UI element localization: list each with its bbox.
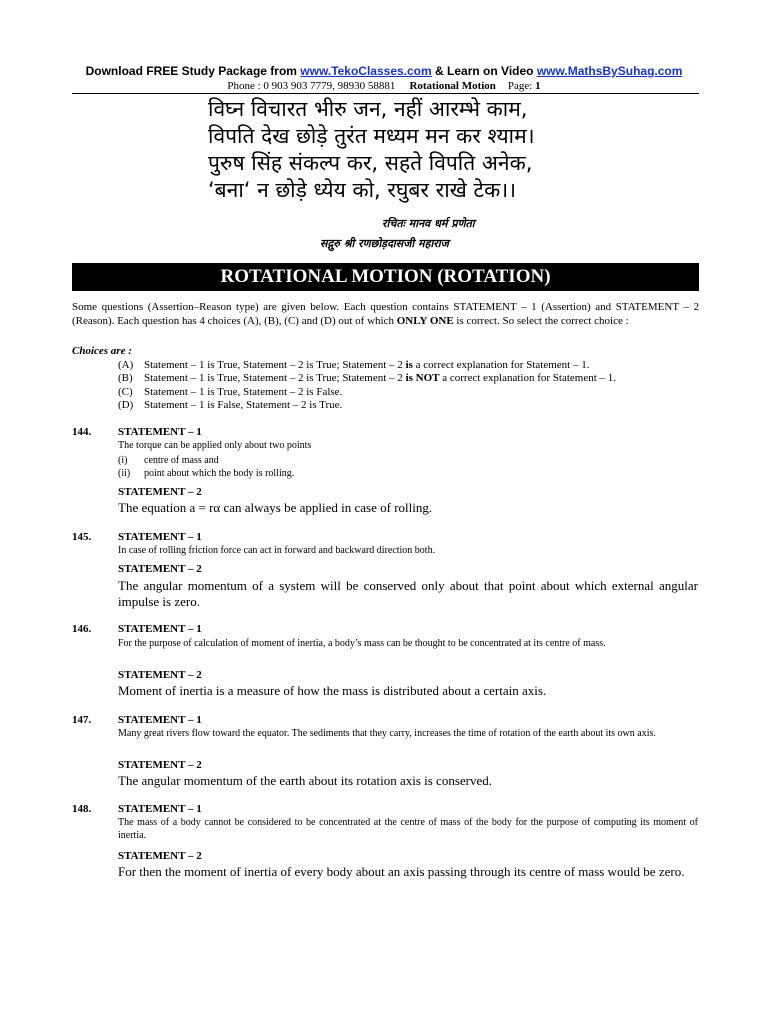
verse-author: रचितः मानव धर्म प्रणेता: [382, 217, 475, 230]
choice-text: Statement – 1 is True, Statement – 2 is True; Statement – 2: [144, 359, 406, 371]
choice-d: [118, 399, 342, 411]
question-number: 146.: [72, 623, 92, 635]
choice-label: (B): [118, 372, 133, 384]
download-prefix: Download FREE Study Package from: [85, 64, 301, 78]
statement-1-label: STATEMENT – 1: [118, 623, 202, 635]
choice-text: Statement – 1 is False, Statement – 2 is True.: [144, 399, 343, 411]
choice-c: [118, 386, 342, 398]
instructions-emphasis: ONLY ONE: [396, 314, 454, 327]
statement-2-label: STATEMENT – 2: [118, 759, 202, 771]
statement-2-text: For then the moment of inertia of every body about an axis passing through its centre of mass would be zero.: [118, 864, 685, 879]
statement-2-label: STATEMENT – 2: [118, 669, 202, 681]
choice-bold: is: [405, 359, 413, 371]
item-text: point about which the body is rolling.: [144, 468, 295, 479]
statement-1-text: The mass of a body cannot be considered to be concentrated at the centre of mass of the body for the purpose of computing its moment of inertia.: [118, 817, 698, 841]
question-number: 145.: [72, 531, 92, 543]
page-number: 1: [535, 80, 541, 92]
statement-1-item: [118, 468, 294, 479]
question-number: 148.: [72, 803, 92, 815]
instructions-text-2: is correct. So select the correct choice :: [453, 314, 629, 327]
verse-guru: सद्गुरु श्री रणछोड़दासजी महाराज: [320, 237, 449, 250]
download-middle: & Learn on Video: [431, 64, 537, 78]
page-title: ROTATIONAL MOTION (ROTATION): [72, 263, 699, 291]
phone-text: Phone : 0 903 903 7779, 98930 58881: [227, 80, 396, 92]
verse-line: विपति देख छोड़े तुरंत मध्यम मन कर श्याम।: [208, 124, 535, 148]
choice-text-end: a correct explanation for Statement – 1.: [412, 359, 590, 371]
choices-heading: Choices are :: [72, 345, 132, 357]
choice-text: Statement – 1 is True, Statement – 2 is True; Statement – 2: [144, 372, 406, 384]
choice-label: (A): [118, 359, 134, 371]
choice-a: [118, 359, 589, 371]
verse-line: विघ्न विचारत भीरु जन, नहीं आरम्भे काम,: [208, 97, 528, 121]
statement-1-label: STATEMENT – 1: [118, 803, 202, 815]
statement-1-item: [118, 455, 219, 466]
statement-1-text: Many great rivers flow toward the equator. The sediments that they carry, increases the time of rotation of the earth about its own axis.: [118, 728, 656, 739]
question-number: 144.: [72, 426, 92, 438]
statement-2-text: The equation a = rα can always be applied in case of rolling.: [118, 500, 433, 515]
tekoclasses-link[interactable]: www.TekoClasses.com: [300, 64, 432, 78]
choice-bold: is NOT: [405, 372, 440, 384]
header-rule: [72, 93, 699, 94]
roman-numeral: (ii): [118, 468, 131, 479]
statement-1-text: For the purpose of calculation of moment of inertia, a body’s mass can be thought to be concentrated at its centre of mass.: [118, 638, 606, 649]
instructions-text-1: Some questions (Assertion–Reason type) are given below. Each question contains STATEMENT – 1 (Assertion) and STATEMENT – 2 (Reason). Each question has 4 choices (A), (B), (C) and (D) out of which: [72, 301, 699, 327]
question-number: 147.: [72, 714, 92, 726]
choice-b: [118, 372, 616, 384]
hindi-verse: [208, 96, 535, 204]
contact-line: [0, 80, 768, 92]
statement-1-label: STATEMENT – 1: [118, 531, 202, 543]
page-label: Page:: [507, 80, 533, 92]
choice-text: Statement – 1 is True, Statement – 2 is False.: [144, 386, 343, 398]
item-text: centre of mass and: [144, 455, 219, 466]
choice-label: (D): [118, 399, 134, 411]
statement-2-text: The angular momentum of the earth about its rotation axis is conserved.: [118, 773, 493, 788]
statement-1-label: STATEMENT – 1: [118, 426, 202, 438]
statement-2-label: STATEMENT – 2: [118, 563, 202, 575]
topic-text: Rotational Motion: [409, 80, 496, 92]
instructions: [72, 301, 699, 328]
roman-numeral: (i): [118, 455, 128, 466]
statement-2-text: Moment of inertia is a measure of how the mass is distributed about a certain axis.: [118, 683, 547, 698]
statement-2-label: STATEMENT – 2: [118, 850, 202, 862]
mathsbysuhag-link[interactable]: www.MathsBySuhag.com: [536, 64, 683, 78]
choice-text-end: a correct explanation for Statement – 1.: [439, 372, 617, 384]
verse-line: पुरुष सिंह संकल्प कर, सहते विपति अनेक,: [208, 151, 533, 175]
choice-label: (C): [118, 386, 133, 398]
download-banner: [0, 64, 768, 78]
statement-1-label: STATEMENT – 1: [118, 714, 202, 726]
statement-1-text: In case of rolling friction force can act in forward and backward direction both.: [118, 545, 436, 556]
statement-1-text: The torque can be applied only about two points: [118, 440, 312, 451]
verse-line: ‘बना‘ न छोड़े ध्येय को, रघुबर राखे टेक।।: [208, 178, 517, 202]
statement-2-text: The angular momentum of a system will be conserved only about that point about which external angular impulse is zero.: [118, 578, 698, 609]
statement-2-label: STATEMENT – 2: [118, 486, 202, 498]
